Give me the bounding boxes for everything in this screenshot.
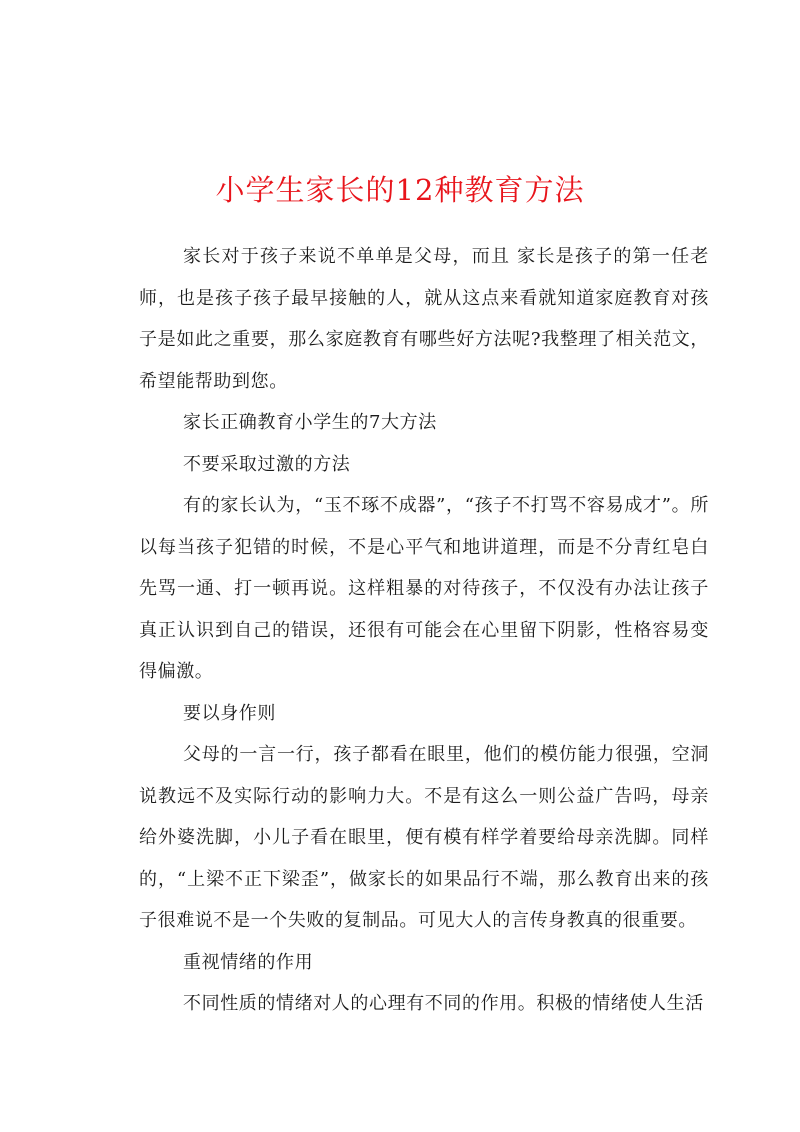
subheading-lead-by-example: 要以身作则	[183, 702, 276, 724]
document-body	[139, 236, 709, 1025]
intro-paragraph: 家长对于孩子来说不单单是父母，而且 家长是孩子的第一任老师，也是孩子孩子最早接触的人，就从这点来看就知道家庭教育对孩子是如此之重要，那么家庭教育有哪些好方法呢?我整理了相关范文，希望能帮助到您。	[139, 246, 709, 392]
paragraph-lead-by-example: 父母的一言一行，孩子都看在眼里，他们的模仿能力很强，空洞说教远不及实际行动的影响力大。不是有这么一则公益广告吗，母亲给外婆洗脚，小儿子看在眼里，便有模有样学着要给母亲洗脚。同样的，“上梁不正下梁歪”，做家长的如果品行不端，那么教育出来的孩子很难说不是一个失败的复制品。可见大人的言传身教真的很重要。	[139, 744, 709, 931]
paragraph-emotions: 不同性质的情绪对人的心理有不同的作用。积极的情绪使人生活	[183, 993, 704, 1014]
paragraph-no-extreme-methods: 有的家长认为，“玉不琢不成器”，“孩子不打骂不容易成才”。所以每当孩子犯错的时候，不是心平气和地讲道理，而是不分青红皂白先骂一通、打一顿再说。这样粗暴的对待孩子，不仅没有办法让孩子真正认识到自己的错误，还很有可能会在心里留下阴影，性格容易变得偏激。	[139, 495, 709, 682]
document-title: 小学生家长的12种教育方法	[215, 173, 585, 207]
subheading-no-extreme-methods: 不要采取过激的方法	[183, 453, 351, 475]
section-heading-seven-methods: 家长正确教育小学生的7大方法	[183, 412, 437, 433]
subheading-emotions: 重视情绪的作用	[183, 951, 314, 973]
